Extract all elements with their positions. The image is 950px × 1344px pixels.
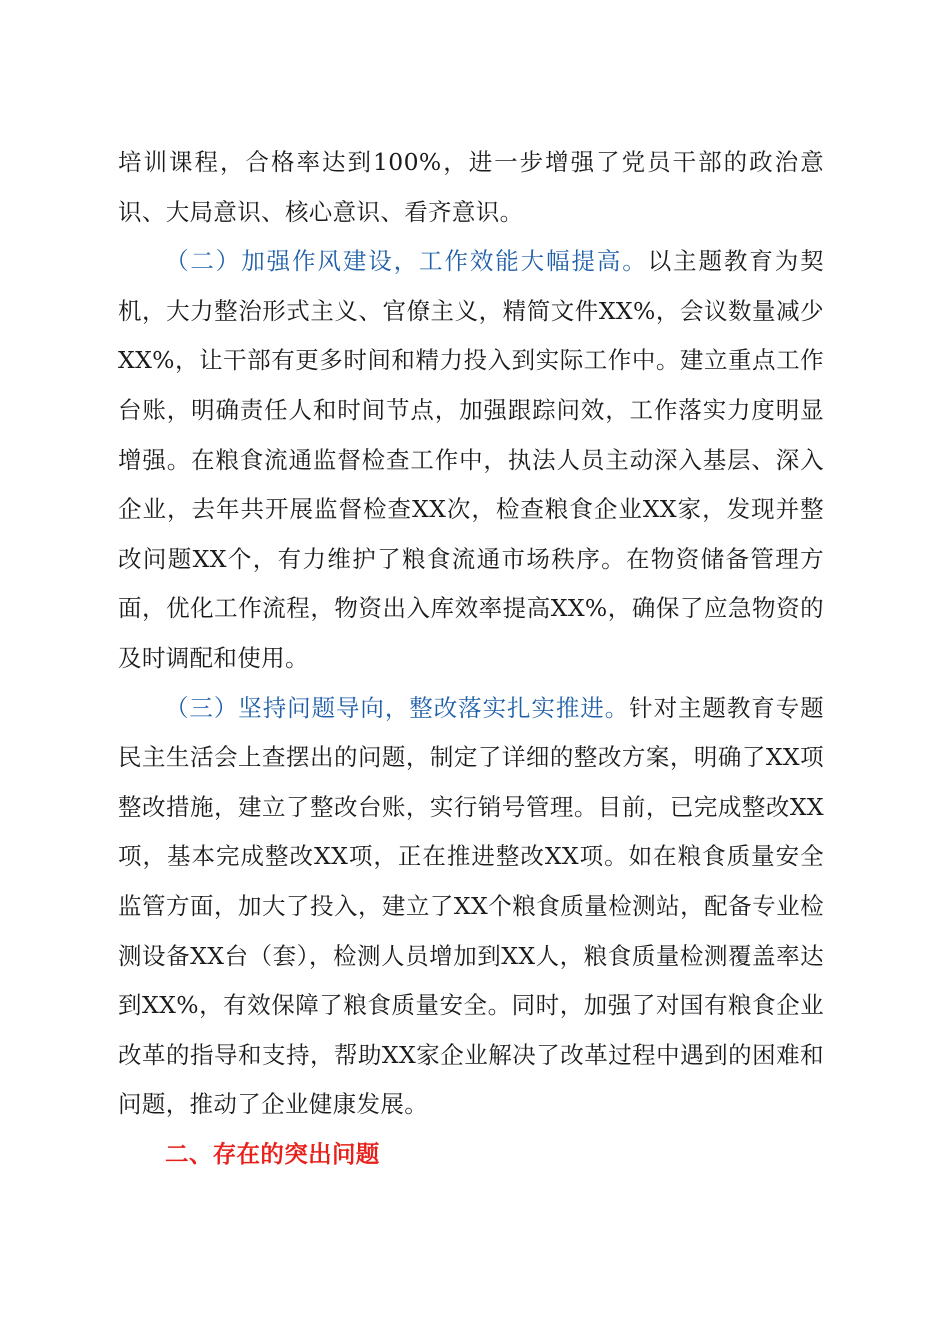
paragraph-work-style-body: 以主题教育为契机，大力整治形式主义、官僚主义，精简文件XX%，会议数量减少XX%，让干部有更多时间和精力投入到实际工作中。建立重点工作台账，明确责任人和时间节点，加强跟踪问效，工作落实力度明显增强。在粮食流通监督检查工作中，执法人员主动深入基层、深入企业，去年共开展监督检查XX次，检查粮食企业XX家，发现并整改问题XX个，有力维护了粮食流通市场秩序。在物资储备管理方面，优化工作流程，物资出入库效率提高XX%，确保了应急物资的及时调配和使用。 bbox=[118, 247, 825, 672]
paragraph-rectification bbox=[118, 684, 824, 1130]
paragraph-work-style bbox=[118, 237, 824, 683]
paragraph-rectification-body: 针对主题教育专题民主生活会上查摆出的问题，制定了详细的整改方案，明确了XX项整改措施，建立了整改台账，实行销号管理。目前，已完成整改XX项，基本完成整改XX项，正在推进整改XX项。如在粮食质量安全监管方面，加大了投入，建立了XX个粮食质量检测站，配备专业检测设备XX台（套），检测人员增加到XX人，粮食质量检测覆盖率达到XX%，有效保障了粮食质量安全。同时，加强了对国有粮食企业改革的指导和支持，帮助XX家企业解决了改革过程中遇到的困难和问题，推动了企业健康发展。 bbox=[118, 693, 824, 1119]
sub-heading-rectification: （三）坚持问题导向，整改落实扎实推进。 bbox=[165, 693, 630, 722]
document-body bbox=[118, 138, 824, 1179]
sub-heading-work-style: （二）加强作风建设，工作效能大幅提高。 bbox=[165, 247, 648, 276]
section-heading-problems: 二、存在的突出问题 bbox=[165, 1139, 380, 1168]
paragraph-continued: 培训课程，合格率达到100%，进一步增强了党员干部的政治意识、大局意识、核心意识、看齐意识。 bbox=[118, 148, 824, 226]
